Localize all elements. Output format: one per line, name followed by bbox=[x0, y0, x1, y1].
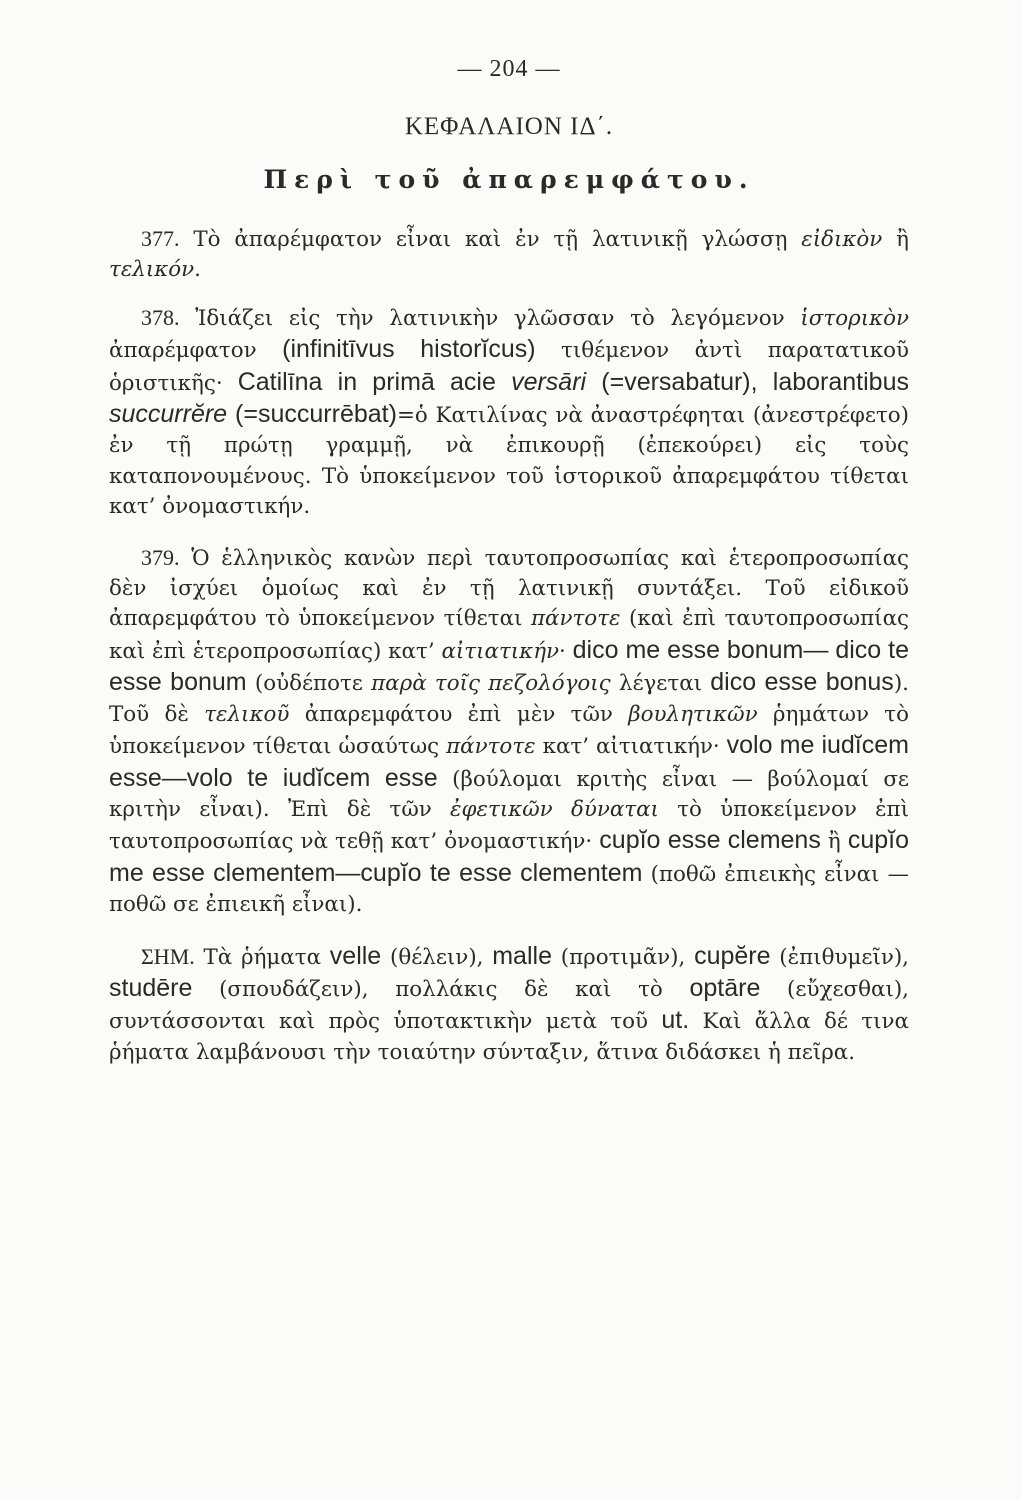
latin-example: Catilīna in primā acie bbox=[237, 367, 512, 396]
paragraph-number: 378. bbox=[141, 304, 180, 330]
text-run: (εὔχεσθαι), συντάσσονται καὶ πρὸς ὑποτακτικὴν μετὰ τοῦ bbox=[109, 976, 909, 1035]
text-run: ἀπαρέμφατον bbox=[109, 338, 283, 364]
latin-emphasis: succurrĕre bbox=[109, 400, 228, 429]
note-paragraph bbox=[109, 941, 909, 1069]
latin-verb: cupĕre bbox=[694, 941, 771, 970]
text-run: ἀπαρεμφάτου ἐπὶ μὲν τῶν bbox=[289, 701, 629, 727]
text-run: (οὐδέποτε bbox=[246, 671, 372, 697]
emphasis: αἰτιατικήν bbox=[441, 638, 560, 664]
paragraph-number: 377. bbox=[141, 226, 180, 251]
emphasis: βουλητικῶν bbox=[628, 701, 758, 727]
text-run: . bbox=[194, 257, 201, 283]
paragraph-number: 379. bbox=[141, 544, 180, 570]
page-number: — 204 — bbox=[457, 56, 561, 82]
emphasis: παρὰ τοῖς πεζολόγοις bbox=[371, 671, 611, 697]
emphasis: τελικοῦ bbox=[204, 701, 290, 727]
text-run: (ἐπιθυμεῖν), bbox=[770, 944, 909, 970]
emphasis: ἱστορικὸν bbox=[800, 305, 909, 331]
text-run: ῥημάτων τὸ ὑποκείμενον τίθεται ὡσαύτως bbox=[109, 701, 909, 760]
text-run: (βούλομαι κριτὴς εἶναι — βούλομαί σε κριτὴν εἶναι). Ἐπὶ δὲ τῶν bbox=[109, 766, 909, 822]
emphasis: δύναται bbox=[570, 796, 659, 822]
latin-example: dico me esse bonum— dico te esse bonum bbox=[109, 635, 910, 697]
text-run: ἢ bbox=[882, 227, 909, 252]
paragraph-379 bbox=[109, 543, 909, 921]
text-run: ). Τοῦ δὲ bbox=[109, 671, 909, 727]
latin-emphasis: versāri bbox=[511, 367, 587, 396]
text-run: Ἰδιάζει εἰς τὴν λατινικὴν γλῶσσαν τὸ λεγόμενον bbox=[179, 305, 801, 331]
text-run: Ὁ ἑλληνικὸς κανὼν περὶ ταυτοπροσωπίας καὶ ἑτεροπροσωπίας δὲν ἰσχύει ὁμοίως καὶ ἐν τῇ λατινικῇ συντάξει. Τοῦ εἰδικοῦ ἀπαρεμφάτου τὸ ὑποκείμενον τίθεται bbox=[109, 545, 909, 632]
text-run: (ποθῶ ἐπιεικὴς εἶναι — ποθῶ σε ἐπιεικῆ εἶναι). bbox=[109, 861, 909, 918]
latin-example: cupĭo esse clemens bbox=[599, 826, 821, 855]
note-label: ΣΗΜ. bbox=[141, 943, 195, 969]
text-run: (προτιμᾶν), bbox=[551, 944, 695, 970]
section-title: Περὶ τοῦ ἀπαρεμφάτου. bbox=[263, 165, 755, 194]
text-run: κατ’ αἰτιατικήν· bbox=[535, 734, 727, 760]
text-run bbox=[553, 797, 571, 822]
paragraph-377 bbox=[109, 224, 909, 286]
emphasis: εἰδικὸν bbox=[801, 227, 883, 252]
latin-example: (=versabatur), laborantibus bbox=[586, 367, 909, 396]
latin-example: volo me iudĭcem esse—volo te iudĭcem esse bbox=[109, 731, 909, 792]
emphasis: ἐφετικῶν bbox=[450, 796, 553, 822]
latin-verb: velle bbox=[329, 941, 382, 970]
text-run: Τὸ ἀπαρέμφατον εἶναι καὶ ἐν τῇ λατινικῇ γλώσσῃ bbox=[179, 227, 802, 252]
latin-verb: studēre bbox=[109, 973, 193, 1002]
text-run: (σπουδάζειν), πολλάκις δὲ καὶ τὸ bbox=[192, 976, 690, 1002]
text-run: Καὶ ἄλλα δέ τινα ῥήματα λαμβάνουσι τὴν τοιαύτην σύνταξιν, ἅτινα διδάσκει ἡ πεῖρα. bbox=[109, 1009, 909, 1065]
latin-example: cupĭo me esse clementem—cupĭo te esse clementem bbox=[109, 826, 909, 887]
latin-verb: malle bbox=[492, 941, 552, 970]
text-run: τὸ ὑποκείμενον ἐπὶ ταυτοπροσωπίας νὰ τεθῇ κατ’ ὀνομαστικήν· bbox=[109, 796, 909, 855]
emphasis: πάντοτε bbox=[530, 606, 621, 632]
text-run: λέγεται bbox=[610, 671, 711, 697]
latin-example: (=succurrēbat) bbox=[227, 400, 397, 429]
text-run: Τὰ ῥήματα bbox=[194, 944, 330, 970]
chapter-heading: ΚΕΦΑΛΑΙΟΝ ΙΔ΄. bbox=[404, 113, 614, 140]
text-run: τιθέμενον ἀντὶ παρατατικοῦ ὁριστικῆς· bbox=[109, 338, 909, 396]
latin-example: dico esse bonus bbox=[710, 668, 894, 697]
text-run: · bbox=[559, 638, 573, 664]
text-run: ἢ bbox=[820, 829, 848, 855]
latin-word: ut. bbox=[661, 1006, 690, 1035]
emphasis: τελικόν bbox=[109, 257, 195, 283]
text-run: (καὶ ἐπὶ ταυτοπροσωπίας καὶ ἐπὶ ἑτεροπροσωπίας) κατ’ bbox=[109, 606, 909, 664]
text-run: =ὁ Κατιλίνας νὰ ἀναστρέφηται (ἀνεστρέφετο) ἐν τῇ πρώτῃ γραμμῇ, νὰ ἐπικουρῇ (ἐπεκούρει) εἰς τοὺς καταπονουμένους. Τὸ ὑποκείμενον τοῦ ἱστορικοῦ ἀπαρεμφάτου τίθεται κατ’ ὀνομαστικήν. bbox=[109, 403, 910, 520]
text-run: (θέλειν), bbox=[381, 944, 493, 970]
book-page bbox=[109, 56, 909, 1068]
paragraph-378 bbox=[109, 303, 909, 523]
emphasis: πάντοτε bbox=[446, 734, 536, 760]
latin-verb: optāre bbox=[689, 973, 761, 1002]
latin-term: (infinitīvus historĭcus) bbox=[282, 335, 536, 364]
